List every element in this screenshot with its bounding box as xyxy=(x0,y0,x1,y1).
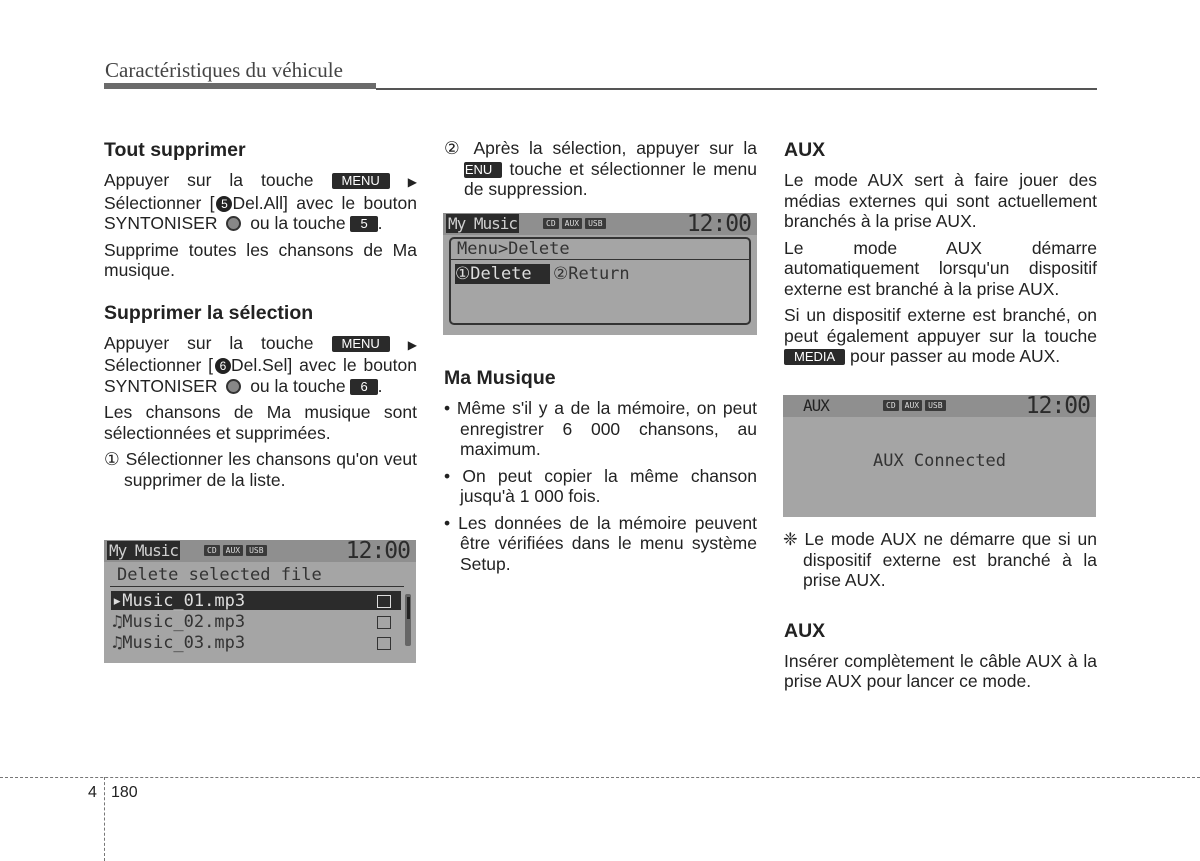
heading-ma-musique: Ma Musique xyxy=(444,367,556,389)
column-right-lower xyxy=(784,529,1097,698)
page-number: 180 xyxy=(111,784,138,801)
screen-title: AUX xyxy=(803,396,829,415)
column-right xyxy=(784,138,1097,373)
heading-tout-supprimer: Tout supprimer xyxy=(104,139,246,161)
heading-aux: AUX xyxy=(784,139,826,161)
circled-number: 6 xyxy=(215,358,231,374)
preset-key-5: 5 xyxy=(350,216,377,232)
footer-divider xyxy=(104,777,105,861)
screen-title: My Music xyxy=(448,214,518,233)
paragraph-tout-result: Supprime toutes les chansons de Ma musique. xyxy=(104,239,417,280)
paragraph-selection-result: Les chansons de Ma musique sont sélectionnées et supprimées. xyxy=(104,402,417,443)
instruction-selection: Appuyer sur la touche MENU ▶ Sélectionner [ 6 Del.Sel] avec le bouton SYNTONISER ou la touche 6 . xyxy=(104,332,417,396)
clock: 12:00 xyxy=(1025,393,1090,419)
menu-path: Menu>Delete xyxy=(457,239,570,259)
clock: 12:00 xyxy=(345,538,410,564)
menu-key: MENU xyxy=(332,336,390,352)
option-delete: ①Delete xyxy=(455,264,550,284)
tune-knob-icon xyxy=(226,216,241,231)
media-key: MEDIA xyxy=(784,349,845,365)
preset-key-6: 6 xyxy=(350,379,377,395)
header-rule xyxy=(104,83,376,89)
tune-knob-icon xyxy=(226,379,241,394)
circled-number: 5 xyxy=(216,196,232,212)
file-row-3: ♫Music_03.mp3 xyxy=(112,633,246,653)
column-middle xyxy=(444,138,757,206)
screen-subtitle: Delete selected file xyxy=(117,565,322,585)
lcd-screen-menu-delete xyxy=(443,213,757,335)
checkbox-2 xyxy=(377,616,391,629)
header-rule-thin xyxy=(376,88,1097,90)
paragraph-aux-3: Si un dispositif externe est branché, on peut également appuyer sur la touche MEDIA pour passer au mode AUX. xyxy=(784,305,1097,366)
arrow-right-icon: ▶ xyxy=(407,337,417,352)
arrow-right-icon: ▶ xyxy=(407,175,417,189)
bullet-item: • On peut copier la même chanson jusqu'à 1 000 fois. xyxy=(444,465,757,506)
chapter-number: 4 xyxy=(88,784,97,801)
lcd-screen-aux xyxy=(783,395,1096,517)
menu-key: MENU xyxy=(332,173,390,189)
scroll-thumb xyxy=(407,597,410,619)
paragraph-aux-1: Le mode AUX sert à faire jouer des médias externes qui sont actuellement branchés à la prise AUX. xyxy=(784,170,1097,231)
bullet-item: • Les données de la mémoire peuvent être vérifiées dans le menu système Setup. xyxy=(444,512,757,574)
lcd-screen-delete-selected xyxy=(104,540,416,663)
checkbox-3 xyxy=(377,637,391,650)
source-badges: CD AUX USB xyxy=(883,400,949,411)
heading-aux-2: AUX xyxy=(784,619,826,642)
screen-title: My Music xyxy=(109,541,179,560)
option-return: ②Return xyxy=(553,264,630,284)
footer-rule xyxy=(0,777,1200,778)
clock: 12:00 xyxy=(686,211,751,237)
source-badges: CD AUX USB xyxy=(543,218,609,229)
section-title: Caractéristiques du véhicule xyxy=(105,58,343,82)
step-1: ① Sélectionner les chansons qu'on veut supprimer de la liste. xyxy=(104,449,417,490)
step-2: ② Après la sélection, appuyer sur la MENU touche et sélectionner le menu de suppression. xyxy=(444,138,757,199)
memory-bullets xyxy=(444,398,757,574)
instruction-tout: Appuyer sur la touche MENU ▶ Sélectionner [ 5 Del.All] avec le bouton SYNTONISER ou la touche 5 . xyxy=(104,170,417,233)
file-row-1: ▸Music_01.mp3 xyxy=(112,591,246,611)
note-aux: ❈ Le mode AUX ne démarre que si un dispositif externe est branché à la prise AUX. xyxy=(783,529,1097,590)
heading-supprimer-selection: Supprimer la sélection xyxy=(104,301,314,324)
source-badges: CD AUX USB xyxy=(204,545,270,556)
aux-connected-message: AUX Connected xyxy=(872,451,1007,471)
menu-key: MENU xyxy=(464,162,502,178)
column-middle-lower xyxy=(444,366,757,580)
bullet-item: • Même s'il y a de la mémoire, on peut enregistrer 6 000 chansons, au maximum. xyxy=(444,398,757,459)
paragraph-aux-2: Le mode AUX démarre automatiquement lorsqu'un dispositif externe est branché à la prise AUX. xyxy=(784,237,1097,299)
checkbox-1 xyxy=(377,595,391,608)
paragraph-aux-4: Insérer complètement le câble AUX à la prise AUX pour lancer ce mode. xyxy=(784,650,1097,691)
column-left xyxy=(104,138,417,496)
file-row-2: ♫Music_02.mp3 xyxy=(112,612,246,632)
